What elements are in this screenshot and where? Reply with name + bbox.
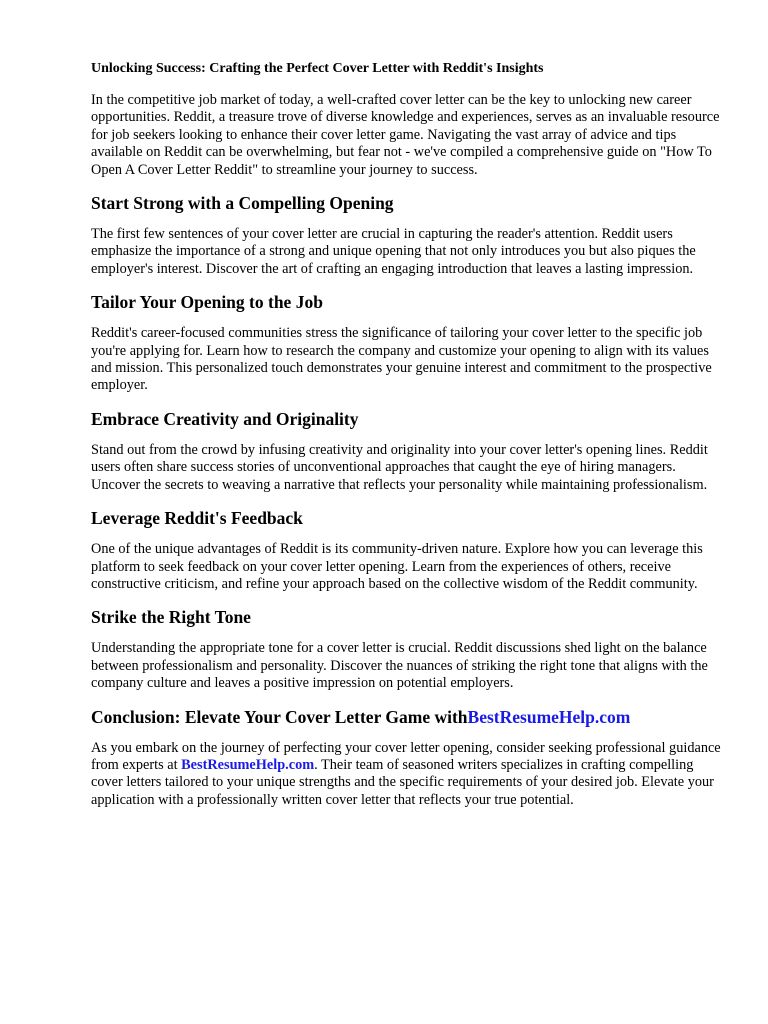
section-heading-tone: Strike the Right Tone — [91, 607, 251, 628]
document-page — [91, 60, 727, 809]
conclusion-body-after: . Their team of seasoned writers specializes in crafting compelling cover letters tailored to your unique strengths and the specific requirements of your desired job. Elevate your application with a professionally written cover letter that reflects your true potential. — [91, 756, 714, 808]
conclusion-heading-link[interactable]: BestResumeHelp.com — [467, 706, 631, 727]
section-body-tone: Understanding the appropriate tone for a cover letter is crucial. Reddit discussions shed light on the balance between professionalism and personality. Discover the nuances of striking the right tone that aligns with the company culture and leaves a positive impression on potential employers. — [91, 640, 708, 692]
section-body-creativity: Stand out from the crowd by infusing creativity and originality into your cover letter's opening lines. Reddit users often share success stories of unconventional approaches that caught the eye of hiring managers. Uncover the secrets to weaving a narrative that reflects your personality while maintaining professionalism. — [91, 441, 708, 493]
section-body-opening: The first few sentences of your cover letter are crucial in capturing the reader's attention. Reddit users emphasize the importance of a strong and unique opening that not only introduces you but also piques the employer's interest. Discover the art of crafting an engaging introduction that leaves a lasting impression. — [91, 226, 696, 277]
section-body-tailor: Reddit's career-focused communities stress the significance of tailoring your cover letter to the specific job you're applying for. Learn how to research the company and customize your opening to align with its values and mission. This personalized touch demonstrates your genuine interest and commitment to the prospective employer. — [91, 325, 712, 394]
document-title: Unlocking Success: Crafting the Perfect Cover Letter with Reddit's Insights — [91, 61, 544, 76]
conclusion-body-before: As you embark on the journey of perfecting your cover letter opening, consider seeking professional guidance from experts at — [91, 739, 721, 773]
section-body-feedback: One of the unique advantages of Reddit is its community-driven nature. Explore how you can leverage this platform to seek feedback on your cover letter opening. Learn from the experiences of others, receive constructive criticism, and refine your approach based on the collective wisdom of the Reddit community. — [91, 541, 703, 592]
section-heading-feedback: Leverage Reddit's Feedback — [91, 508, 303, 529]
section-heading-creativity: Embrace Creativity and Originality — [91, 408, 359, 429]
conclusion-body-link[interactable]: BestResumeHelp.com — [181, 756, 315, 773]
conclusion-heading — [91, 706, 727, 728]
section-heading-tailor: Tailor Your Opening to the Job — [91, 292, 323, 313]
conclusion-heading-text: Conclusion: Elevate Your Cover Letter Game with — [91, 706, 468, 727]
intro-paragraph: In the competitive job market of today, a well-crafted cover letter can be the key to unlocking new career opportunities. Reddit, a treasure trove of diverse knowledge and experiences, serves as an invaluable resource for job seekers looking to enhance their cover letter game. Navigating the vast array of advice and tips available on Reddit can be overwhelming, but fear not - we've compiled a comprehensive guide on "How To Open A Cover Letter Reddit" to streamline your journey to success. — [91, 92, 720, 178]
conclusion-body — [91, 740, 727, 810]
section-heading-opening: Start Strong with a Compelling Opening — [91, 193, 394, 214]
